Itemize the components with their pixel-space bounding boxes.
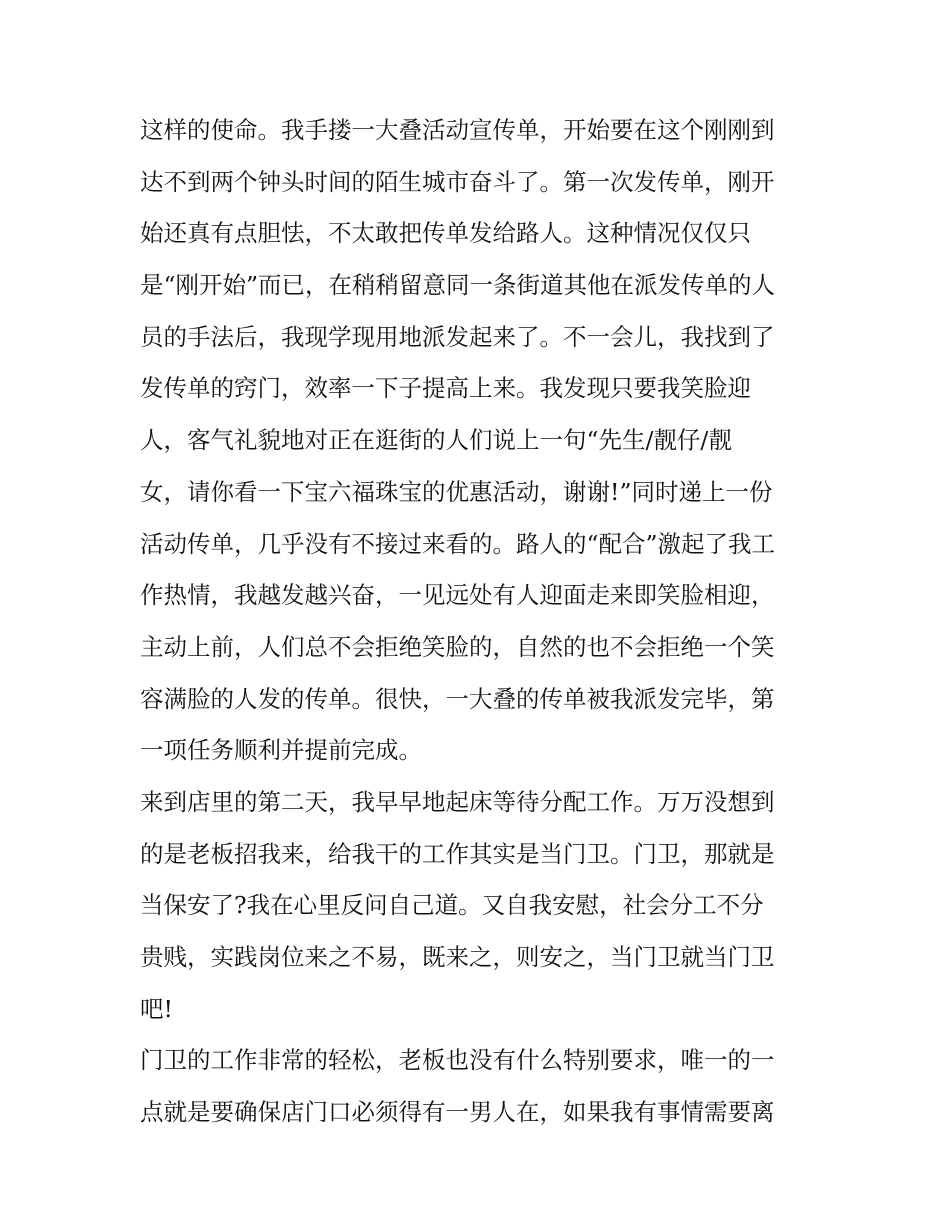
text-line: 女，请你看一下宝六福珠宝的优惠活动，谢谢!”同时递上一份 <box>140 477 773 506</box>
text-line: 始还真有点胆怯，不太敢把传单发给路人。这种情况仅仅只 <box>140 219 751 248</box>
text-line: 发传单的窍门，效率一下子提高上来。我发现只要我笑脸迎 <box>140 374 751 403</box>
text-line: 达不到两个钟头时间的陌生城市奋斗了。第一次发传单，刚开 <box>140 167 775 196</box>
text-line: 当保安了?我在心里反问自己道。又自我安慰，社会分工不分 <box>140 891 764 920</box>
text-line: 人，客气礼貌地对正在逛街的人们说上一句“先生/靓仔/靓 <box>140 426 732 455</box>
text-line: 一项任务顺利并提前完成。 <box>140 736 422 765</box>
text-line: 贵贱，实践岗位来之不易，既来之，则安之，当门卫就当门卫 <box>140 943 775 971</box>
text-line: 作热情，我越发越兴奋，一见远处有人迎面走来即笑脸相迎， <box>140 581 775 610</box>
text-line: 吧! <box>140 994 173 1023</box>
text-line: 点就是要确保店门口必须得有一男人在，如果我有事情需要离 <box>140 1098 775 1127</box>
text-line: 是“刚开始”而已，在稍稍留意同一条街道其他在派发传单的人 <box>140 271 776 300</box>
text-line: 门卫的工作非常的轻松，老板也没有什么特别要求，唯一的一 <box>140 1046 775 1075</box>
text-line: 活动传单，几乎没有不接过来看的。路人的“配合”激起了我工 <box>140 529 776 558</box>
text-line: 员的手法后，我现学现用地派发起来了。不一会儿，我找到了 <box>140 322 775 351</box>
text-line: 容满脸的人发的传单。很快，一大叠的传单被我派发完毕，第 <box>140 684 775 713</box>
text-line: 来到店里的第二天，我早早地起床等待分配工作。万万没想到 <box>140 787 775 816</box>
body-text <box>140 105 820 1139</box>
text-line: 这样的使命。我手搂一大叠活动宣传单，开始要在这个刚刚到 <box>140 116 775 144</box>
text-line: 主动上前，人们总不会拒绝笑脸的，自然的也不会拒绝一个笑 <box>140 632 775 661</box>
text-line: 的是老板招我来，给我干的工作其实是当门卫。门卫，那就是 <box>140 839 775 868</box>
